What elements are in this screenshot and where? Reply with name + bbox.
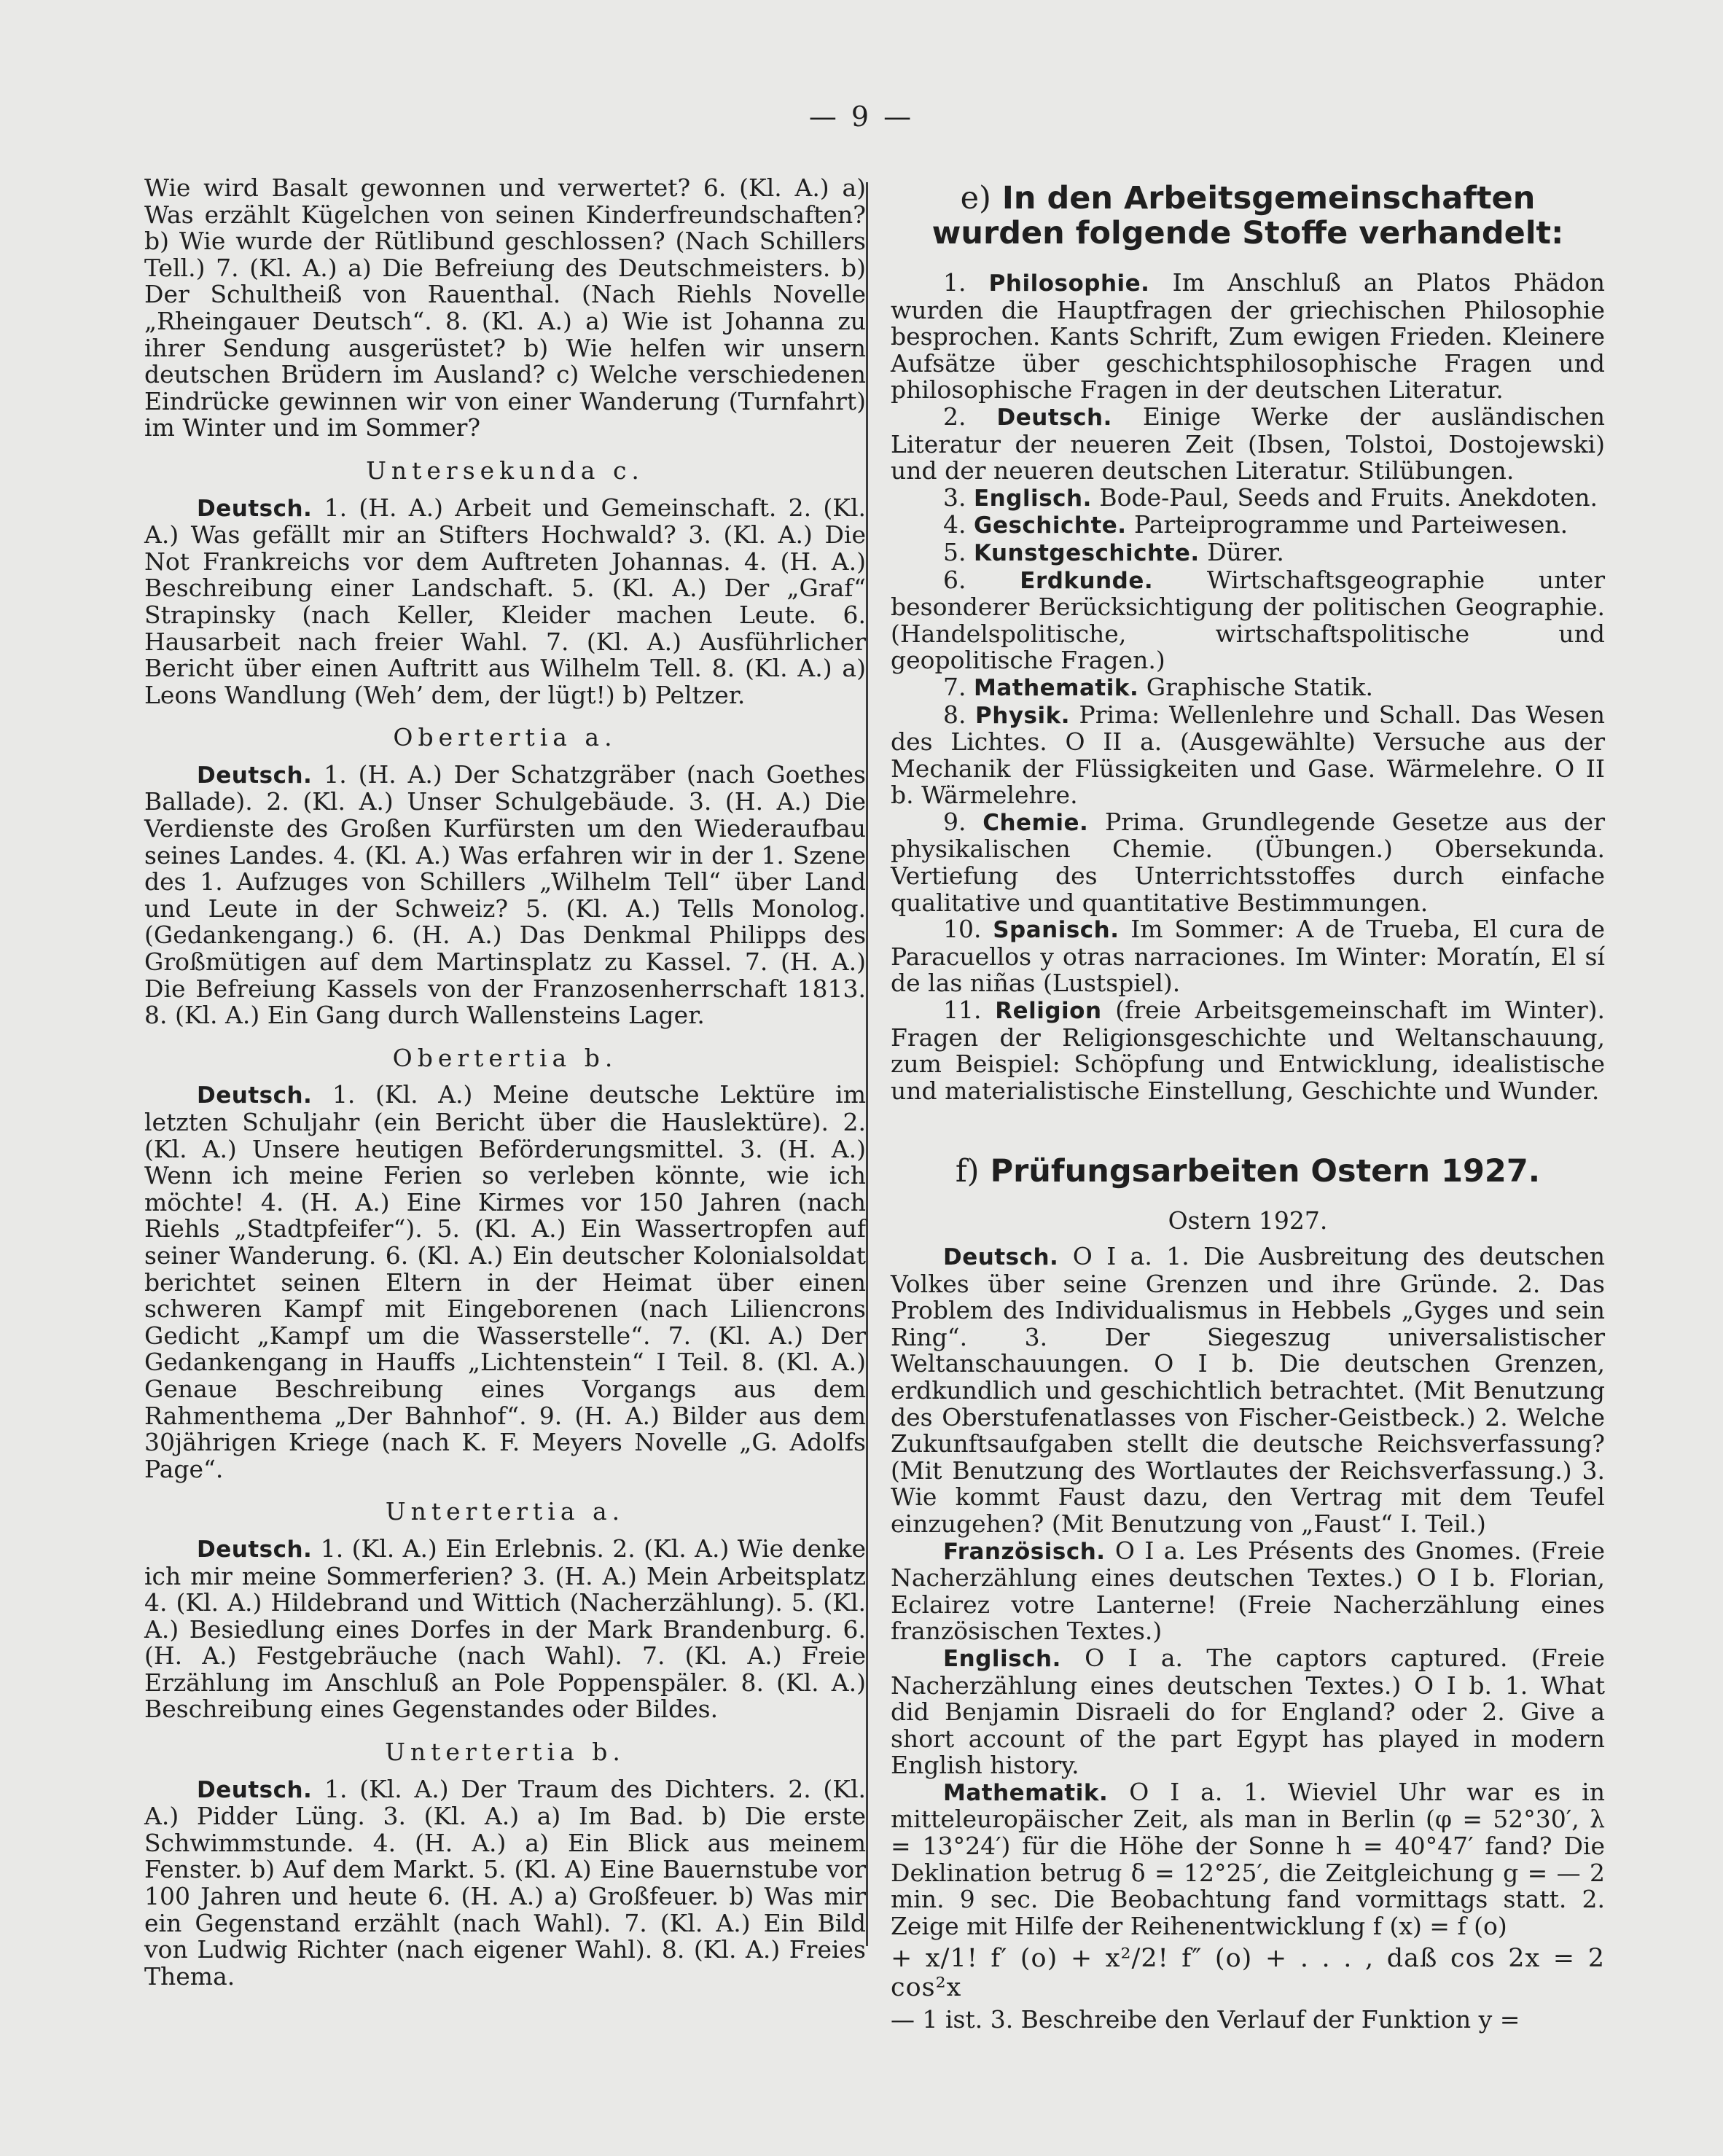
subject-label: Philosophie. [988, 270, 1150, 297]
entry-text: O I a. Les Présents des Gnomes. (Freie Nacherzählung eines deutschen Textes.) O I b. Florian, Eclairez votre Lanterne! (Freie Nacherzählung eines französischen Textes.) [891, 1536, 1605, 1646]
closing-line: — 1 ist. 3. Beschreibe den Verlauf der Funktion y = [891, 2005, 1520, 2034]
item-number: 6. [943, 565, 966, 594]
subject-label: Deutsch. [197, 495, 313, 522]
list-item [891, 916, 1605, 997]
subject-label: Englisch. [974, 485, 1092, 512]
entry-text: O I a. The captors captured. (Freie Nacherzählung eines deutschen Textes.) O I b. 1. What did Benjamin Disraeli do for England? oder 2. Give a short account of the part Egypt has played in modern English history. [891, 1643, 1605, 1780]
class-text: 1. (H. A.) Arbeit und Gemeinschaft. 2. (Kl. A.) Was gefällt mir an Stifters Hochwald? 3. (Kl. A.) Die Not Frankreichs vor dem Auftreten Johannas. 4. (H. A.) Beschreibung einer Landschaft. 5. (Kl. A.) Der „Graf“ Strapinsky (nach Keller, Kleider machen Leute. 6. Hausarbeit nach freier Wahl. 7. (Kl. A.) Ausführlicher Bericht über einen Auftritt aus Wilhelm Tell. 8. (Kl. A.) a) Leons Wandlung (Weh’ dem, der lügt!) b) Peltzer. [144, 493, 866, 709]
math-formula: + x/1! f′ (o) + x²/2! f″ (o) + . . . , daß cos 2x = 2 cos²x [891, 1944, 1605, 2003]
item-number: 1. [943, 268, 966, 297]
list-item [891, 270, 1605, 404]
class-block [144, 724, 866, 1029]
item-text: Wirtschaftsgeographie unter besonderer Berücksichtigung der politischen Geographie. (Handelspolitische, wirtschaftspolitische und geopolitische Fragen.) [891, 565, 1605, 675]
item-text: (freie Arbeitsgemeinschaft im Winter). Fragen der Religionsgeschichte und Weltanschauung, zum Beispiel: Schöpfung und Entwicklung, idealistische und materialistische Einstellung, Geschichte und Wunder. [891, 996, 1605, 1105]
item-number: 4. [943, 510, 966, 539]
item-text: Parteiprogramme und Parteiwesen. [1126, 510, 1568, 539]
subject-label: Deutsch. [197, 1082, 313, 1109]
section-title: In den Arbeitsgemeinschaften wurden folgende Stoffe verhandelt: [931, 180, 1564, 251]
subject-label: Französisch. [943, 1538, 1106, 1565]
class-title: Obertertia a. [393, 723, 617, 752]
list-item [891, 485, 1605, 512]
item-text: Dürer. [1199, 537, 1284, 566]
list-item [891, 997, 1605, 1104]
class-title: Untertertia a. [385, 1497, 625, 1526]
subject-label: Englisch. [943, 1645, 1061, 1672]
subject-label: Deutsch. [996, 404, 1112, 431]
list-item [891, 809, 1605, 916]
subject-label: Deutsch. [197, 762, 313, 789]
list-item [891, 539, 1605, 567]
subject-label: Spanisch. [993, 917, 1120, 944]
subject-label: Religion [995, 998, 1102, 1025]
section-title: Prüfungsarbeiten Ostern 1927. [990, 1153, 1541, 1190]
class-title: Untersekunda c. [366, 456, 644, 485]
list-item [891, 702, 1605, 809]
left-column [144, 175, 866, 1990]
class-paragraph [144, 1776, 866, 1991]
class-block [144, 1045, 866, 1483]
item-number: 9. [943, 807, 966, 836]
class-title: Untertertia b. [385, 1738, 625, 1767]
intro-paragraph: Wie wird Basalt gewonnen und verwertet? 6. (Kl. A.) a) Was erzählt Kügelchen von seinen Kinderfreundschaften? b) Wie wurde der Rütlibund geschlossen? (Nach Schillers Tell.) 7. (Kl. A.) a) Die Befreiung des Deutschmeisters. b) Der Schultheiß von Rauenthal. (Nach Riehls Novelle „Rheingauer Deutsch“. 8. (Kl. A.) a) Wie ist Johanna zu ihrer Sendung ausgerüstet? b) Wie helfen wir unsern deutschen Brüdern im Ausland? c) Welche verschiedenen Eindrücke gewinnen wir von einer Wanderung (Turnfahrt) im Winter und im Sommer? [144, 173, 866, 442]
item-number: 2. [943, 402, 966, 431]
subject-label: Erdkunde. [1020, 567, 1154, 594]
subject-label: Deutsch. [943, 1244, 1059, 1270]
class-block [144, 1739, 866, 1990]
class-block [144, 1499, 866, 1723]
class-text: 1. (Kl. A.) Ein Erlebnis. 2. (Kl. A.) Wie denke ich mir meine Sommerferien? 3. (H. A.) Mein Arbeitsplatz 4. (Kl. A.) Hildebrand und Wittich (Nacherzählung). 5. (Kl. A.) Besiedlung eines Dorfes in der Mark Brandenburg. 6. (H. A.) Festgebräuche (nach Wahl). 7. (Kl. A.) Freie Erzählung im Anschluß an Pole Poppenspäler. 8. (Kl. A.) Beschreibung eines Gegenstandes oder Bildes. [144, 1534, 866, 1724]
item-text: Einige Werke der ausländischen Literatur der neueren Zeit (Ibsen, Tolstoi, Dostojewski) und der neueren deutschen Literatur. Stilübungen. [891, 402, 1605, 485]
section-heading-f [891, 1154, 1605, 1189]
section-label: f) [955, 1153, 980, 1190]
entry-text: O I a. 1. Die Ausbreitung des deutschen Volkes über seine Grenzen und ihre Gründe. 2. Das Problem des Individualismus in Hebbels „Gyges und sein Ring“. 3. Der Siegeszug universalistischer Weltanschauungen. O I b. Die deutschen Grenzen, erdkundlich und geschichtlich betrachtet. (Mit Benutzung des Oberstufenatlasses von Fischer-Geistbeck.) 2. Welche Zukunftsaufgaben stellt die deutsche Reichsverfassung? (Mit Benutzung des Wortlautes der Reichsverfassung.) 3. Wie kommt Faust dazu, den Vertrag mit dem Teufel einzugehen? (Mit Benutzung von „Faust“ I. Teil.) [891, 1242, 1605, 1538]
item-text: Bode-Paul, Seeds and Fruits. Anekdoten. [1091, 483, 1598, 512]
subject-label: Physik. [975, 702, 1071, 729]
subject-label: Kunstgeschichte. [974, 539, 1200, 566]
item-text: Im Sommer: A de Trueba, El cura de Paracuellos y otras narraciones. Im Winter: Moratín, El sí de las niñas (Lustspiel). [891, 915, 1605, 998]
exam-entry [891, 1645, 1605, 1779]
class-text: 1. (Kl. A.) Meine deutsche Lektüre im letzten Schuljahr (ein Bericht über die Hauslektüre). 2. (Kl. A.) Unsere heutigen Beförderungsmittel. 3. (H. A.) Wenn ich meine Ferien so verleben könnte, wie ich möchte! 4. (H. A.) Eine Kirmes vor 150 Jahren (nach Riehls „Stadtpfeifer“). 5. (Kl. A.) Ein Wassertropfen auf seiner Wanderung. 6. (Kl. A.) Ein deutscher Kolonialsoldat berichtet seinen Eltern in der Heimat über einen schweren Kampf mit Eingeborenen (nach Liliencrons Gedicht „Kampf um die Wasserstelle“. 7. (Kl. A.) Der Gedankengang in Hauffs „Lichtenstein“ I Teil. 8. (Kl. A.) Genaue Beschreibung eines Vorgangs aus dem Rahmenthema „Der Bahnhof“. 9. (H. A.) Bilder aus dem 30jährigen Kriege (nach K. F. Meyers Novelle „G. Adolfs Page“. [144, 1080, 866, 1483]
list-item [891, 567, 1605, 674]
subject-label: Geschichte. [974, 512, 1127, 539]
item-number: 5. [943, 537, 966, 566]
spacer [891, 1104, 1605, 1148]
item-text: Prima. Grundlegende Gesetze aus der physikalischen Chemie. (Übungen.) Obersekunda. Vertiefung des Unterrichtsstoffes durch einfache qualitative und quantitative Bestimmungen. [891, 807, 1605, 917]
class-paragraph [144, 759, 866, 1030]
list-item [891, 512, 1605, 539]
class-paragraph [144, 1536, 866, 1723]
subject-label: Chemie. [982, 809, 1089, 836]
list-item [891, 674, 1605, 702]
class-paragraph [144, 1082, 866, 1483]
subject-label: Mathematik. [974, 674, 1139, 701]
item-text: Graphische Statik. [1138, 672, 1374, 701]
class-title: Obertertia b. [392, 1043, 618, 1072]
exam-entry [891, 1538, 1605, 1645]
item-text: Prima: Wellenlehre und Schall. Das Wesen des Lichtes. O II a. (Ausgewählte) Versuche aus der Mechanik der Flüssigkeiten und Gase. Wärmelehre. O II b. Wärmelehre. [891, 700, 1605, 810]
exam-entry [891, 1779, 1605, 1940]
item-number: 7. [943, 672, 966, 701]
list-item [891, 404, 1605, 485]
right-column [891, 175, 1605, 2034]
class-block [144, 458, 866, 708]
class-text: 1. (Kl. A.) Der Traum des Dichters. 2. (Kl. A.) Pidder Lüng. 3. (Kl. A.) a) Im Bad. b) Die erste Schwimmstunde. 4. (H. A.) a) Ein Blick aus meinem Fenster. b) Auf dem Markt. 5. (Kl. A) Eine Bauernstube vor 100 Jahren und heute 6. (H. A.) a) Großfeuer. b) Was mir ein Gegenstand erzählt (nach Wahl). 7. (Kl. A.) Ein Bild von Ludwig Richter (nach eigener Wahl). 8. (Kl. A.) Freies Thema. [144, 1774, 866, 1991]
item-number: 3. [943, 483, 966, 512]
subject-label: Mathematik. [943, 1779, 1109, 1806]
page-number: — 9 — [808, 101, 915, 133]
column-divider [866, 182, 868, 1946]
item-number: 10. [943, 915, 982, 944]
exam-entry [891, 1243, 1605, 1538]
section-subtitle: Ostern 1927. [1168, 1206, 1328, 1235]
subject-label: Deutsch. [197, 1776, 313, 1803]
section-label: e) [960, 180, 991, 216]
subject-label: Deutsch. [197, 1536, 313, 1563]
class-text: 1. (H. A.) Der Schatzgräber (nach Goethes Ballade). 2. (Kl. A.) Unser Schulgebäude. 3. (H. A.) Die Verdienste des Großen Kurfürsten um den Wiederaufbau seines Landes. 4. (Kl. A.) Was erfahren wir in der 1. Szene des 1. Aufzuges von Schillers „Wilhelm Tell“ über Land und Leute in der Schweiz? 5. (Kl. A.) Tells Monolog. (Gedankengang.) 6. (H. A.) Das Denkmal Philipps des Großmütigen auf dem Martinsplatz zu Kassel. 7. (H. A.) Die Befreiung Kassels von der Franzosenherrschaft 1813. 8. (Kl. A.) Ein Gang durch Wallensteins Lager. [144, 759, 866, 1030]
item-text: Im Anschluß an Platos Phädon wurden die Hauptfragen der griechischen Philosophie besprochen. Kants Schrift, Zum ewigen Frieden. Kleinere Aufsätze über geschichtsphilosophische Fragen und philosophische Fragen in der deutschen Literatur. [891, 268, 1605, 405]
section-heading-e [891, 181, 1605, 251]
item-number: 8. [943, 700, 966, 729]
item-number: 11. [943, 996, 982, 1025]
entry-text: O I a. 1. Wieviel Uhr war es in mitteleuropäischer Zeit, als man in Berlin (φ = 52°30′, λ = 13°24′) für die Höhe der Sonne h = 40°47′ fand? Die Deklination betrug δ = 12°25′, die Zeitgleichung g = — 2 min. 9 sec. Die Beobachtung fand vormittags statt. 2. Zeige mit Hilfe der Reihenentwicklung f (x) = f (o) [891, 1777, 1605, 1940]
class-paragraph [144, 495, 866, 709]
